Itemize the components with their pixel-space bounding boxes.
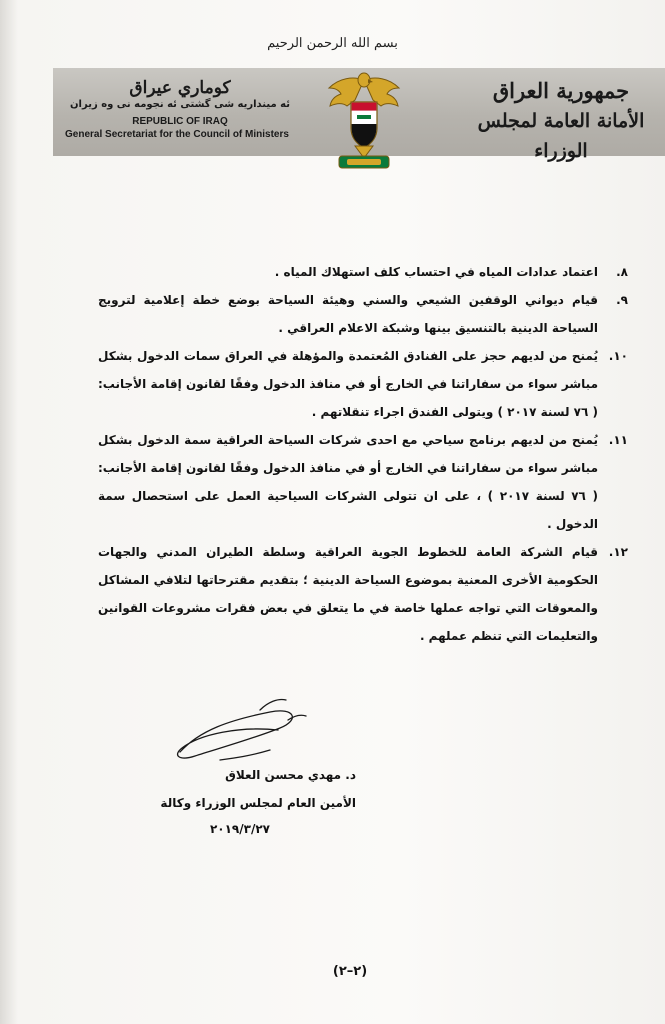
letter-body (98, 258, 628, 650)
list-item (98, 286, 628, 342)
basmala: بسم الله الرحمن الرحيم (267, 36, 398, 51)
item-number: ٩. (616, 293, 628, 307)
item-number: ١٢. (608, 545, 628, 559)
letterhead-right-block (466, 76, 656, 166)
english-title: REPUBLIC OF IRAQ (132, 116, 228, 127)
kurdish-title: كوماري عيراق (129, 78, 231, 98)
item-text: يُمنح من لديهم حجز على الفنادق المُعتمدة والمؤهلة في العراق سمات الدخول بشكل مباشر سواء من سفاراتنا في الخارج أو في منافذ الدخول وفقًا لقانون إقامة الأجانب: ( ٧٦ لسنة ٢٠١٧ ) ويتولى الفندق اجراء تنقلاتهم . (98, 349, 598, 419)
letterhead-left-block (65, 78, 295, 141)
item-number: ١٠. (608, 349, 628, 363)
handwritten-signature (160, 690, 320, 775)
arabic-title: جمهورية العراق (492, 78, 630, 103)
iraq-eagle-emblem-icon (325, 66, 403, 174)
signatory-name: د. مهدي محسن العلاق (225, 768, 356, 782)
item-text: قيام ديواني الوقفين الشيعي والسني وهيئة السياحة بوضع خطة إعلامية لترويج السياحة الدينية بالتنسيق بينها وشبكة الاعلام العراقي . (98, 293, 598, 335)
item-number: ١١. (608, 433, 628, 447)
page-number: (٢–٢) (332, 964, 368, 979)
list-item (98, 538, 628, 650)
arabic-subtitle: الأمانة العامة لمجلس الوزراء (477, 110, 645, 162)
signature-date: ٢٠١٩/٣/٢٧ (209, 822, 270, 836)
item-text: اعتماد عدادات المياه في احتساب كلف استهلاك المياه . (274, 265, 598, 279)
item-text: قيام الشركة العامة للخطوط الجوية العراقية وسلطة الطيران المدني والجهات الحكومية الأخرى المعنية بموضوع السياحة الدينية ؛ بتقديم مقترحاتها لتلافي المشاكل والمعوقات التي تواجه عملها خاصة في ما يتعلق في بعض فقرات مشروعات القوانين والتعليمات التي تنظم عملهم . (98, 545, 598, 643)
item-text: يُمنح من لديهم برنامج سياحي مع احدى شركات السياحة العراقية سمة الدخول بشكل مباشر سواء من سفاراتنا في الخارج أو في منافذ الدخول وفقًا لقانون إقامة الأجانب: ( ٧٦ لسنة ٢٠١٧ ) ، على ان تتولى الشركات السياحية العمل على استحصال سمة الدخول . (98, 433, 598, 531)
list-item (98, 258, 628, 286)
list-item (98, 342, 628, 426)
list-item (98, 426, 628, 538)
kurdish-subtitle: ئه مينداريه شى گشتى ئه نجومه نى وه زيران (70, 99, 290, 110)
english-subtitle: General Secretariat for the Council of Ministers (65, 129, 289, 140)
item-number: ٨. (616, 265, 628, 279)
signatory-title: الأمين العام لمجلس الوزراء وكالة (160, 796, 356, 810)
